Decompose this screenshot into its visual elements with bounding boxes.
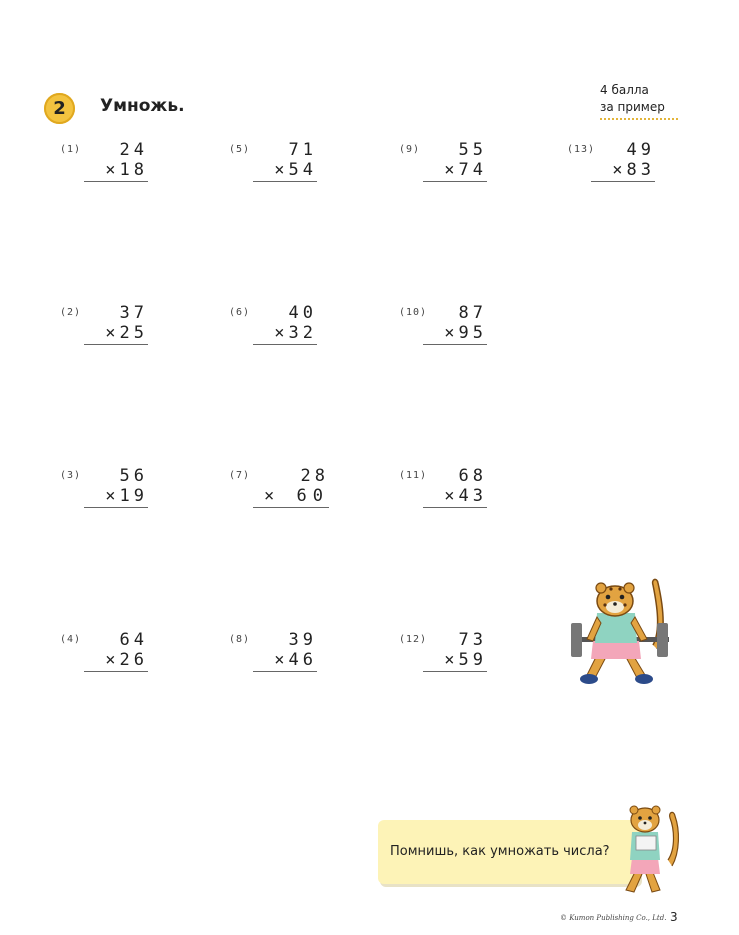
problem-label: (7) bbox=[229, 470, 251, 481]
task-number: 2 bbox=[53, 98, 66, 119]
problem-10 bbox=[399, 303, 519, 349]
score-line-2: за пример bbox=[600, 100, 665, 114]
problem-7 bbox=[229, 466, 349, 512]
problem-multiplier: ×59 bbox=[423, 650, 487, 672]
score-dotted-underline bbox=[600, 118, 678, 120]
problem-label: (1) bbox=[60, 144, 82, 155]
hint-box bbox=[378, 820, 640, 884]
problem-label: (2) bbox=[60, 307, 82, 318]
problem-label: (12) bbox=[399, 634, 428, 645]
problem-13 bbox=[567, 140, 687, 186]
problem-label: (6) bbox=[229, 307, 251, 318]
problem-label: (5) bbox=[229, 144, 251, 155]
problem-multiplier: ×83 bbox=[591, 160, 655, 182]
problem-label: (8) bbox=[229, 634, 251, 645]
problem-6 bbox=[229, 303, 349, 349]
problem-multiplier: ×43 bbox=[423, 486, 487, 508]
problem-multiplier: ×54 bbox=[253, 160, 317, 182]
problem-2 bbox=[60, 303, 180, 349]
problem-multiplicand: 39 bbox=[288, 630, 317, 650]
problem-4 bbox=[60, 630, 180, 676]
tiger-weightlifter-illustration bbox=[565, 575, 675, 690]
problem-9 bbox=[399, 140, 519, 186]
score-note bbox=[600, 82, 678, 116]
problem-multiplier: ×74 bbox=[423, 160, 487, 182]
problem-label: (4) bbox=[60, 634, 82, 645]
page-number: 3 bbox=[670, 910, 678, 924]
problem-multiplier: ×25 bbox=[84, 323, 148, 345]
problem-multiplier: ×95 bbox=[423, 323, 487, 345]
problem-multiplicand: 40 bbox=[288, 303, 317, 323]
problem-multiplicand: 73 bbox=[458, 630, 487, 650]
problem-multiplier: ×26 bbox=[84, 650, 148, 672]
problem-11 bbox=[399, 466, 519, 512]
problem-multiplier: ×32 bbox=[253, 323, 317, 345]
problem-8 bbox=[229, 630, 349, 676]
problem-multiplicand: 55 bbox=[458, 140, 487, 160]
problem-12 bbox=[399, 630, 519, 676]
problem-multiplier: ×18 bbox=[84, 160, 148, 182]
problem-label: (13) bbox=[567, 144, 596, 155]
problem-label: (3) bbox=[60, 470, 82, 481]
problem-multiplicand: 28 bbox=[300, 466, 329, 486]
problem-5 bbox=[229, 140, 349, 186]
problem-multiplicand: 71 bbox=[288, 140, 317, 160]
problem-multiplicand: 24 bbox=[119, 140, 148, 160]
copyright-text: © Kumon Publishing Co., Ltd. bbox=[560, 914, 667, 922]
problem-label: (10) bbox=[399, 307, 428, 318]
problem-multiplicand: 49 bbox=[626, 140, 655, 160]
task-number-badge bbox=[44, 93, 75, 124]
hint-text: Помнишь, как умножать числа? bbox=[390, 844, 610, 859]
problem-1 bbox=[60, 140, 180, 186]
tiger-thinking-illustration bbox=[612, 800, 684, 896]
problem-multiplier: × 60 bbox=[253, 486, 329, 508]
problem-label: (9) bbox=[399, 144, 421, 155]
problem-3 bbox=[60, 466, 180, 512]
problem-multiplier: ×19 bbox=[84, 486, 148, 508]
problem-multiplicand: 68 bbox=[458, 466, 487, 486]
problem-label: (11) bbox=[399, 470, 428, 481]
problem-multiplicand: 87 bbox=[458, 303, 487, 323]
problem-multiplier: ×46 bbox=[253, 650, 317, 672]
problem-multiplicand: 56 bbox=[119, 466, 148, 486]
score-line-1: 4 балла bbox=[600, 83, 649, 97]
task-title: Умножь. bbox=[100, 96, 185, 116]
problem-multiplicand: 64 bbox=[119, 630, 148, 650]
problem-multiplicand: 37 bbox=[119, 303, 148, 323]
